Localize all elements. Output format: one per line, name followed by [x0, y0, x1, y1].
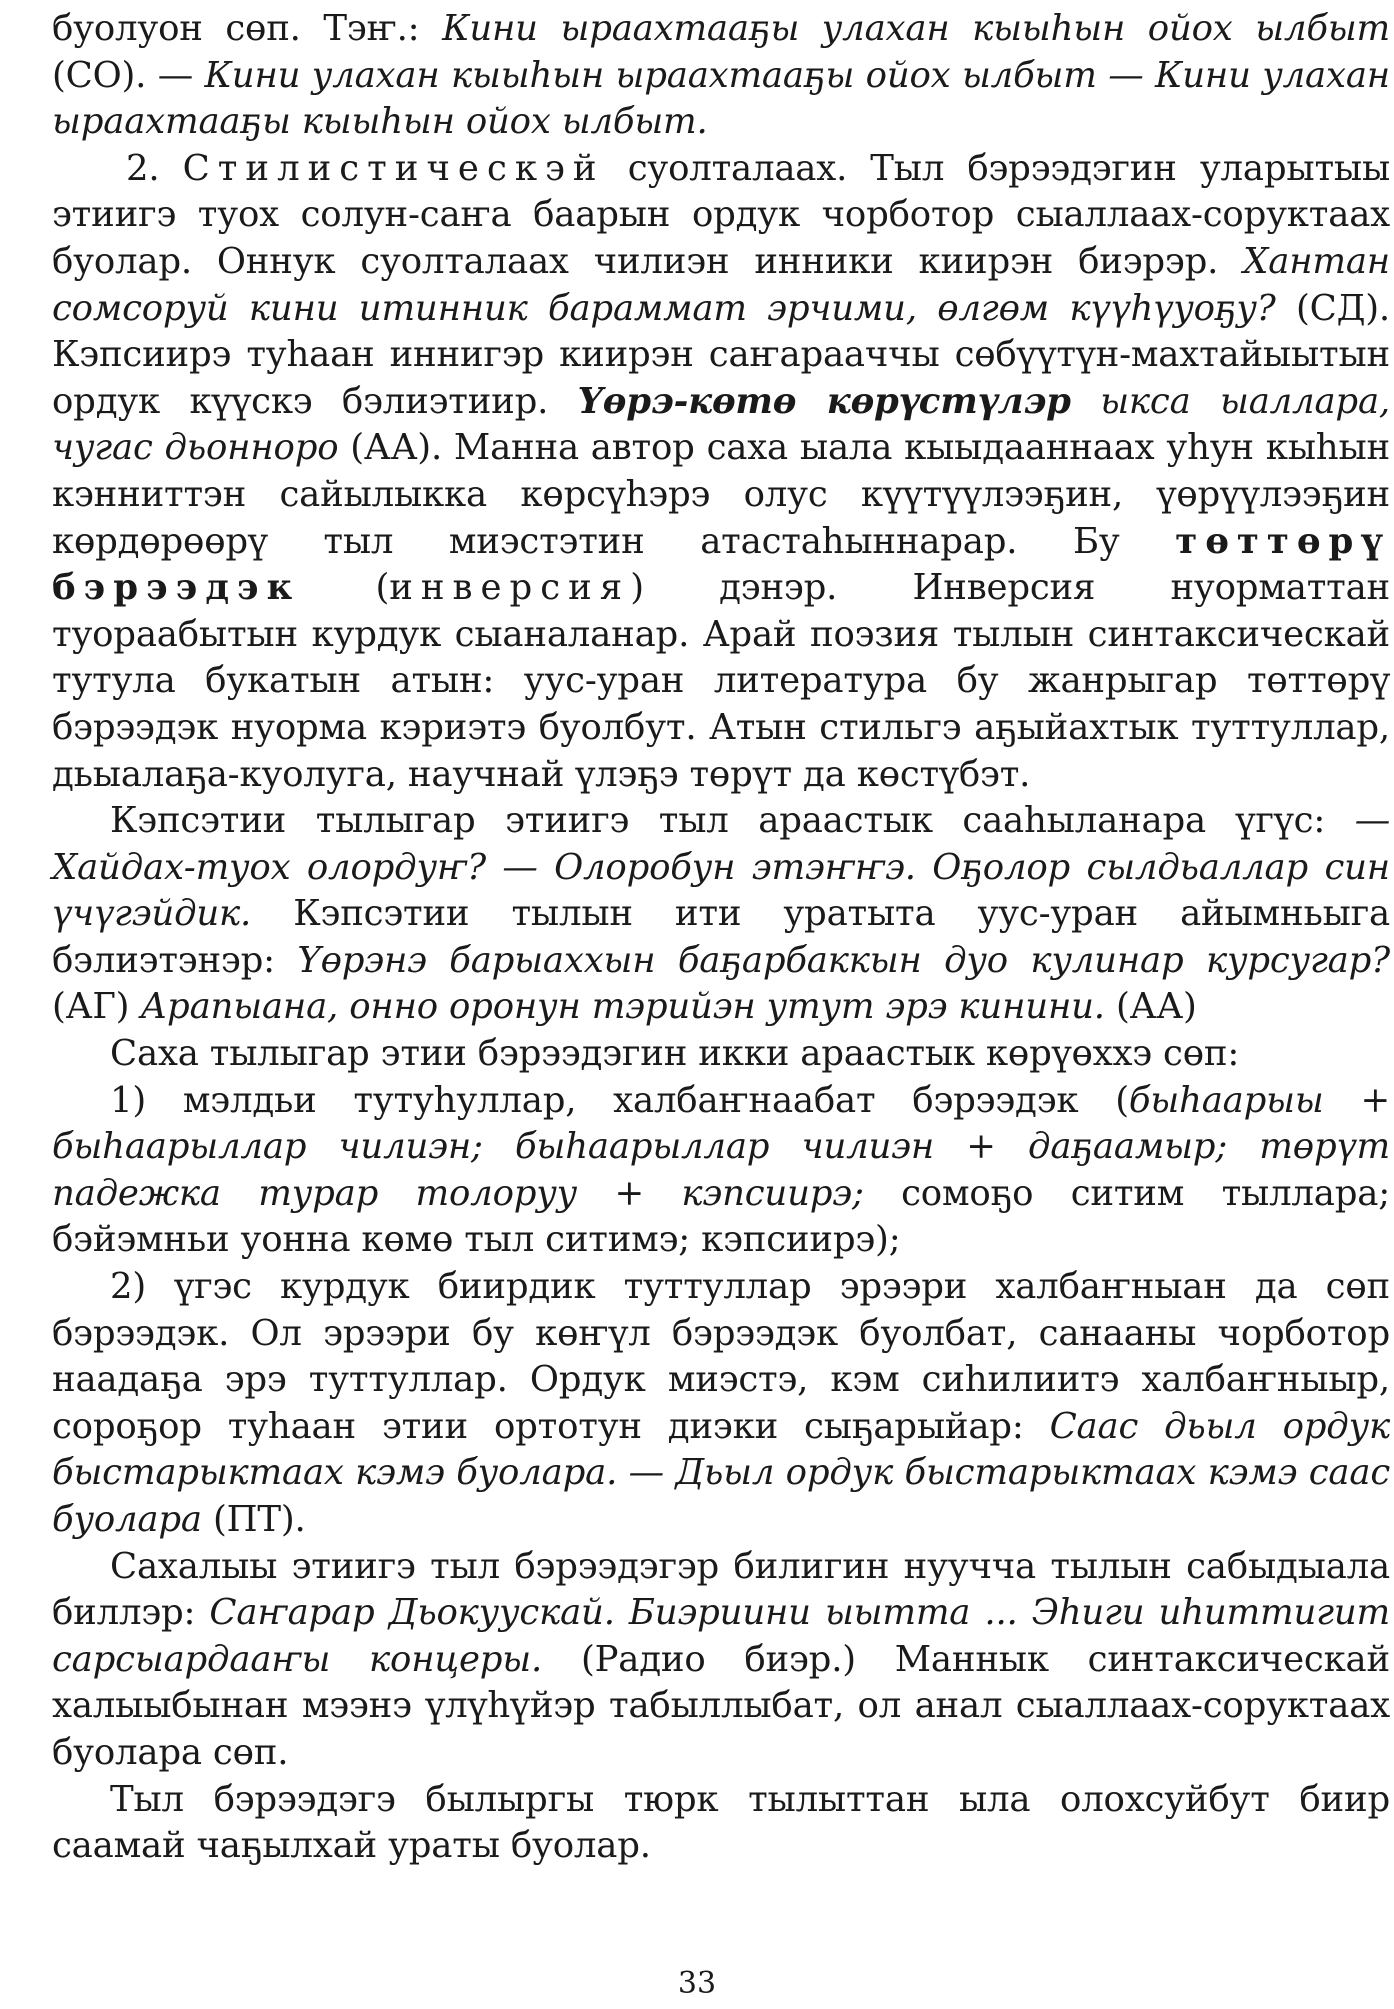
paragraph-4: Саха тылыгар этии бэрээдэгин икки араастык көрүөххэ сөп: — [110, 1033, 1240, 1075]
p2-example-1b: сомсоруй — [52, 287, 229, 329]
p2-example-2a: Үөрэ-көтө көрүстүлэр — [577, 380, 1071, 422]
p3-text: Кэпсэтии тылыгар этиигэ тыл араастык сааһыланара үгүс: — [110, 800, 1355, 842]
p7-text: Сахалыы этиигэ тыл бэрээдэгэр билигин нуучча тылын сабыдыала биллэр: — [52, 1545, 1390, 1634]
paragraph-6 — [52, 1264, 1390, 1544]
p7-text-2: (Радио биэр.) Маннык синтаксическай халыыбынан мээнэ үлүһүйэр табыллыбат, ол анал сыаллаах-соруктаах буолара сөп. — [52, 1638, 1390, 1773]
p1-example-1: Кини ыраахтааҕы улахан кыыһын ойох ылбыт — [442, 8, 1390, 49]
page-number: 33 — [677, 1966, 717, 2001]
p6-text-2: (ПТ). — [201, 1499, 306, 1540]
paragraph-3 — [52, 798, 1390, 1031]
p5-text-2: сомоҕо ситим тыллара; бэйэмньи уонна көмө тыл ситимэ; кэпсиирэ); — [52, 1172, 1390, 1261]
p3-example-1: —Хайдах-туох олордуҥ? — Олоробун этэҥҥэ. Оҕолор сылдьаллар син үчүгэйдик. — [52, 800, 1390, 935]
p1-text: буолуон сөп. Тэҥ.: — [52, 8, 443, 49]
p3-example-2: Үөрэнэ барыаххын баҕарбаккын дуо кулинар курсугар? — [297, 939, 1391, 981]
paragraph-8: Тыл бэрээдэгэ былыргы тюрк тылыттан ыла олохсуйбут биир саамай чаҕылхай ураты буолар. — [52, 1778, 1390, 1867]
p6-text: 2) үгэс курдук биирдик туттуллар эрээри халбаҥныан да сөп бэрээдэк. Ол эрээри бу көҥүл бэрээдэк буолбат, санааны чорботор наадаҕа эрэ туттуллар. Ордук миэстэ, кэм сиһилиитэ халбаҥныыр, сороҕор туһаан этии ортотун диэки сыҕарыйар: — [52, 1266, 1390, 1447]
p2-term-2: төттөрү бэрээдэк — [52, 520, 1390, 609]
paragraph-5 — [52, 1078, 1390, 1264]
p5-example: быһаарыы + быһаарыллар чилиэн; быһаарыллар чилиэн + даҕаамыр; төрүт падежка турар толоруу + кэпсиирэ; — [52, 1079, 1390, 1214]
p2-term-3: инверсия — [389, 567, 631, 609]
p2-number: 2. — [126, 147, 183, 189]
p2-term: Стилистическэй — [182, 147, 605, 189]
p2-text-4: ) дэнэр. Инверсия нуорматтан туораабытын курдук сыаналанар. Арай поэзия тылын синтаксическай тутула букатын атын: уус-уран литература бу жанрыгар төттөрү бэрээдэк нуорма кэриэтэ буолбут. Атын стильгэ аҕыйахтык туттуллар, дьыалаҕа-куолуга, научнай үлэҕэ төрүт да көстүбэт. — [52, 567, 1390, 795]
p2-text: суолталаах. Тыл бэрээдэгин уларытыы этиигэ туох солун-саҥа баарын ордук чорботор сыаллаах-соруктаах буолар. Оннук суолталаах чилиэн инники киирэн биэрэр. — [52, 147, 1390, 282]
paragraph-7 — [52, 1544, 1390, 1777]
p2-example-1a: Хантан — [1243, 240, 1390, 282]
p6-example: Саас дьыл ордук быстарыктаах кэмэ буолара. — Дьыл ордук быстарыктаах кэмэ саас буолара — [52, 1405, 1390, 1540]
p2-text-3: (АА). Манна автор саха ыала кыыдааннаах уһун кыһын кэнниттэн сайылыкка көрсүһэрэ олус күүтүүлээҕин, үөрүүлээҕин көрдөрөөрү тыл миэстэтин атастаһыннарар. Бу — [52, 427, 1390, 562]
p7-example: Саҥарар Дьокуускай. Биэриини ыытта ... Эһиги иһиттигит сарсыардааҥы концеры. — [52, 1592, 1390, 1680]
text-page — [52, 6, 1390, 1870]
p2-paren-open: ( — [300, 567, 390, 609]
paragraph-2 — [52, 146, 1390, 798]
p1-text-2: (СО). — — [52, 54, 205, 96]
p2-example-1c: кини итинник бараммат эрчими, өлгөм күүһүуоҕу? — [228, 287, 1276, 329]
p5-text: 1) мэлдьи тутуһуллар, халбаҥнаабат бэрээдэк ( — [110, 1079, 1129, 1121]
p1-example-2: Кини улахан кыыһын ыраахтааҕы ойох ылбыт — Кини улахан ыраахтааҕы кыыһын ойох ылбыт. — [52, 54, 1390, 143]
paragraph-1 — [52, 6, 1390, 146]
p3-text-2: Кэпсэтии тылын ити уратыта уус-уран айымньыга бэлиэтэнэр: — [52, 893, 1390, 981]
p2-example-2b: ыкса ыаллара, чугас дьонноро — [52, 380, 1391, 469]
p3-text-4: (АА) — [1104, 986, 1197, 1028]
p3-example-3: Арапыана, онно оронун тэрийэн утут эрэ кинини. — [140, 986, 1105, 1028]
p3-text-3: (АГ) — [52, 986, 141, 1028]
p2-text-2: (СД). Кэпсиирэ туһаан иннигэр киирэн саҥарааччы сөбүүтүн-махтайыытын ордук күүскэ бэлиэтиир. — [52, 287, 1391, 422]
